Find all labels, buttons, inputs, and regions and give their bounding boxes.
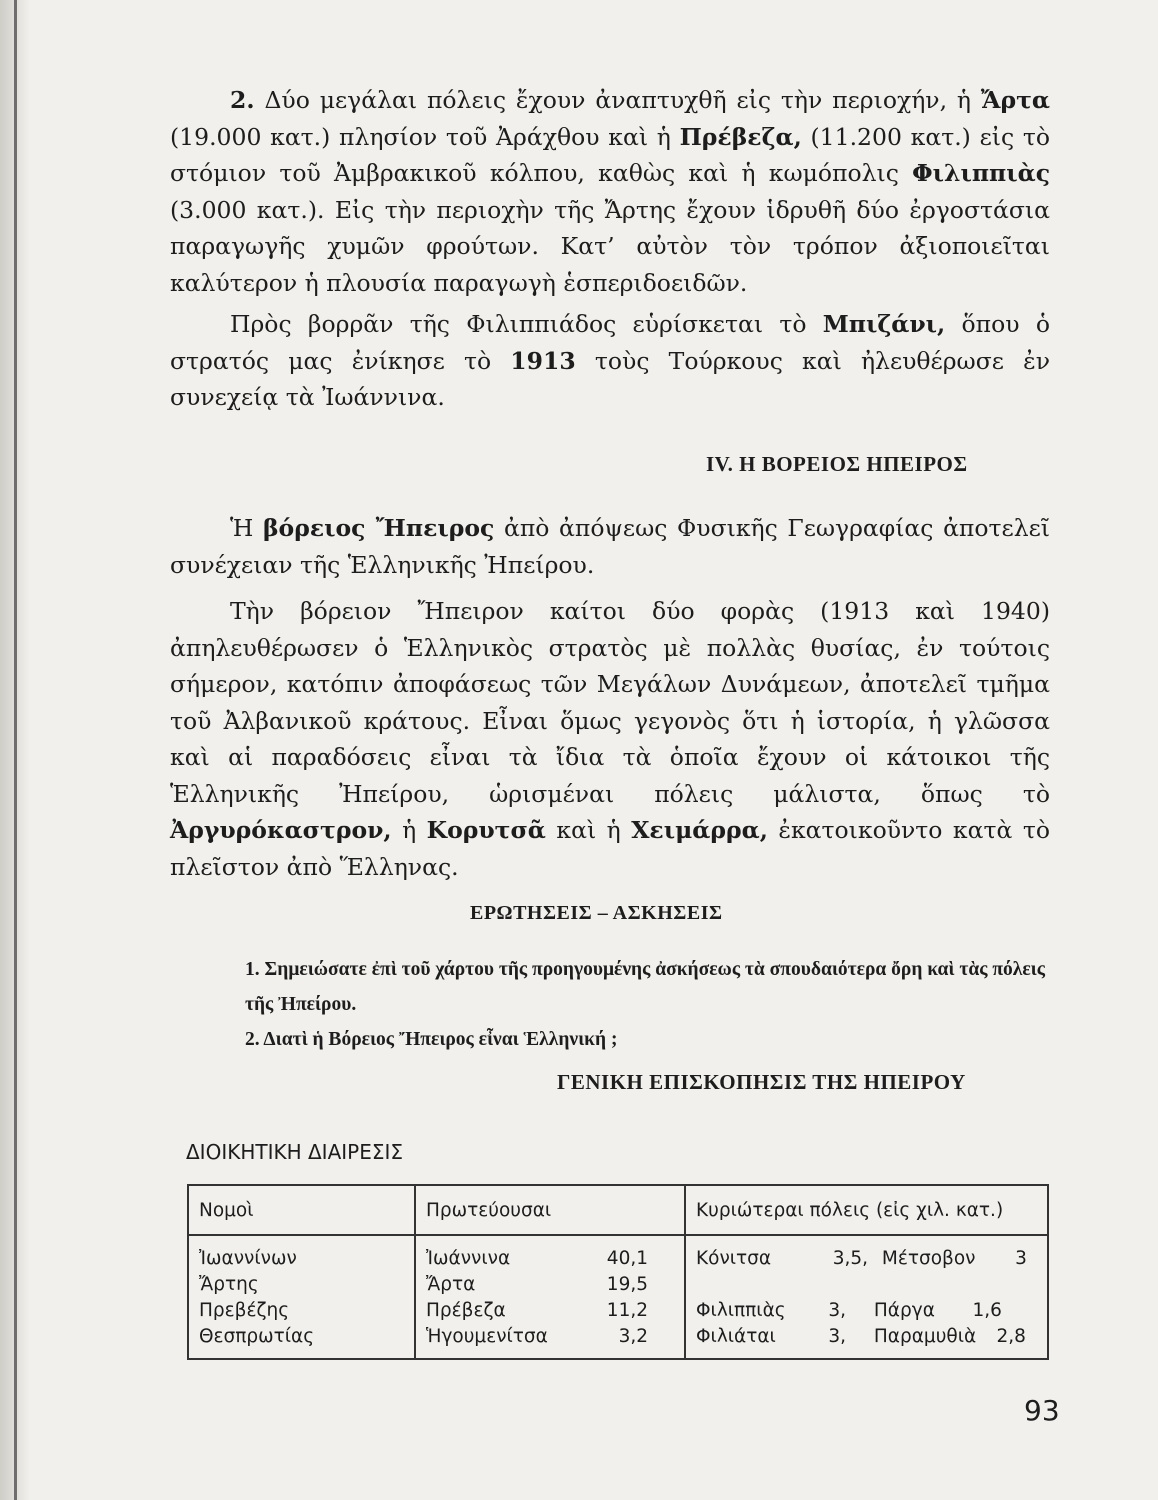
paragraph-north-epirus: Ἡ βόρειος Ἤπειρος ἀπὸ ἀπόψεως Φυσικῆς Γεωγραφίας ἀποτελεῖ συνέχειαν τῆς Ἑλληνικῆς Ἠπείρου. xyxy=(170,514,1050,579)
section-heading: IV. Η ΒΟΡΕΙΟΣ ΗΠΕΙΡΟΣ xyxy=(706,452,968,476)
capital-row: Ἡγουμενίτσα 3,2 xyxy=(426,1326,648,1347)
questions-list xyxy=(245,952,1045,1057)
term-argyrokastron: Ἀργυρόκαστρον, xyxy=(170,816,392,844)
prefecture: Ἰωαννίνων xyxy=(199,1248,297,1269)
term-1913: 1913 xyxy=(510,346,576,375)
prefecture: Πρεβέζης xyxy=(199,1300,290,1321)
paragraph-cities: 2. Δύο μεγάλαι πόλεις ἔχουν ἀναπτυχθῆ εἰς τὴν περιοχήν, ἡ Ἄρτα (19.000 κατ.) πλησίον τοῦ Ἀράχθου καὶ ἡ Πρέβεζα, (11.200 κατ.) εἰς τὸ στόμιον τοῦ Ἀμβρακικοῦ κόλπου, καθὼς καὶ ἡ κωμόπολις Φιλιππιὰς (3.000 κατ.). Εἰς τὴν περιοχὴν τῆς Ἄρτης ἔχουν ἱδρυθῆ δύο ἐργοστάσια παραγωγῆς χυμῶν φρούτων. Κατ’ αὐτὸν τὸν τρόπον ἀξιοποιεῖται καλύτερον ἡ πλουσία παραγωγὴ ἑσπεριδοειδῶν. xyxy=(170,86,1050,297)
towns-row-empty xyxy=(696,1272,1037,1298)
term-korytsa: Κορυτσᾶ xyxy=(426,816,546,844)
question-item: 1. Σημειώσατε ἐπὶ τοῦ χάρτου τῆς προηγουμένης ἀσκήσεως τὰ σπουδαιότερα ὄρη καὶ τὰς πόλεις τῆς Ἠπείρου. xyxy=(245,959,1045,1015)
term-bizani: Μπιζάνι, xyxy=(822,310,946,338)
header-prefectures: Νομοὶ xyxy=(188,1185,415,1235)
admin-division-title: ΔΙΟΙΚΗΤΙΚΗ ΔΙΑΙΡΕΣΙΣ xyxy=(186,1140,404,1164)
capital-row: Πρέβεζα 11,2 xyxy=(426,1300,648,1321)
term-arta: Ἄρτα xyxy=(980,86,1050,114)
term-himara: Χειμάρρα, xyxy=(631,816,768,844)
term-preveza: Πρέβεζα, xyxy=(679,122,802,151)
paragraph-number: 2. xyxy=(230,86,255,114)
prefecture: Θεσπρωτίας xyxy=(199,1326,315,1347)
prefecture: Ἄρτης xyxy=(199,1274,259,1295)
questions-heading: ΕΡΩΤΗΣΕΙΣ – ΑΣΚΗΣΕΙΣ xyxy=(470,902,723,924)
paragraph-history: Τὴν βόρειον Ἤπειρον καίτοι δύο φορὰς (1913 καὶ 1940) ἀπηλευθέρωσεν ὁ Ἑλληνικὸς στρατὸς μὲ πολλὰς θυσίας, ἐν τούτοις σήμερον, κατόπιν ἀποφάσεως τῶν Μεγάλων Δυνάμεων, ἀποτελεῖ τμῆμα τοῦ Ἀλβανικοῦ κράτους. Εἶναι ὅμως γεγονὸς ὅτι ἡ ἱστορία, ἡ γλῶσσα καὶ αἱ παραδόσεις εἶναι τὰ ἴδια τὰ ὁποῖα ἔχουν οἱ κάτοικοι τῆς Ἑλληνικῆς Ἠπείρου, ὡρισμέναι πόλεις μάλιστα, ὅπως τὸ Ἀργυρόκαστρον, ἡ Κορυτσᾶ καὶ ἡ Χειμάρρα, ἐκατοικοῦντο κατὰ τὸ πλεῖστον ἀπὸ Ἕλληνας. xyxy=(170,597,1050,881)
header-capitals: Πρωτεύουσαι xyxy=(415,1185,685,1235)
question-item: 2. Διατὶ ἡ Βόρειος Ἤπειρος εἶναι Ἑλληνική ; xyxy=(245,1029,618,1050)
term-filippias: Φιλιππιὰς xyxy=(912,159,1050,187)
binding-line xyxy=(14,0,17,1500)
term-vorios-ipiros: βόρειος Ἤπειρος xyxy=(262,514,495,542)
towns-column xyxy=(685,1235,1048,1359)
admin-division-table xyxy=(187,1184,1049,1360)
header-main-towns: Κυριώτεραι πόλεις (εἰς χιλ. κατ.) xyxy=(685,1185,1048,1235)
overview-heading: ΓΕΝΙΚΗ ΕΠΙΣΚΟΠΗΣΙΣ ΤΗΣ ΗΠΕΙΡΟΥ xyxy=(557,1070,966,1094)
capital-row: Ἄρτα 19,5 xyxy=(426,1274,648,1295)
page-number: 93 xyxy=(1024,1394,1060,1427)
paragraph-bizani: Πρὸς βορρᾶν τῆς Φιλιππιάδος εὑρίσκεται τὸ Μπιζάνι, ὅπου ὁ στρατός μας ἐνίκησε τὸ 1913 τοὺς Τούρκους καὶ ἠλευθέρωσε ἐν συνεχείᾳ τὰ Ἰωάννινα. xyxy=(170,310,1050,411)
towns-row: Κόνιτσα 3,5, Μέτσοβον 3 xyxy=(696,1248,1027,1269)
towns-row: Φιλιάται 3, Παραμυθιὰ 2,8 xyxy=(696,1326,1026,1347)
prefectures-column xyxy=(188,1235,415,1359)
towns-row: Φιλιππιὰς 3, Πάργα 1,6 xyxy=(696,1300,1002,1321)
capitals-column xyxy=(415,1235,685,1359)
capital-row: Ἰωάννινα 40,1 xyxy=(426,1248,648,1269)
